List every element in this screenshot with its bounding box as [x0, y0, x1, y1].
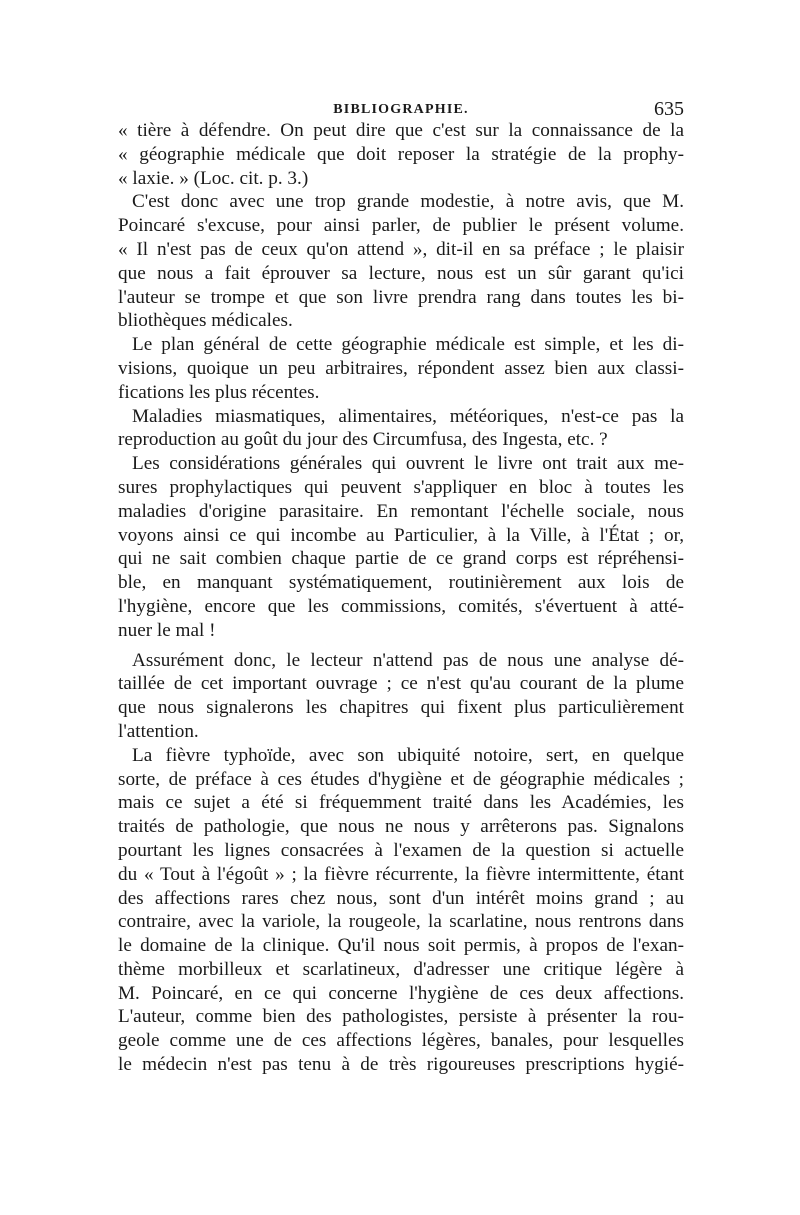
text-line: thème morbilleux et scarlatineux, d'adresser une critique légère à	[118, 958, 684, 980]
text-line: reproduction au goût du jour des Circumfusa, des Ingesta, etc. ?	[118, 429, 608, 451]
text-line: « Il n'est pas de ceux qu'on attend », dit-il en sa préface ; le plaisir	[118, 238, 684, 260]
text-line: contraire, avec la variole, la rougeole, la scarlatine, nous rentrons dans	[118, 911, 684, 933]
text-line: pourtant les lignes consacrées à l'examen de la question si actuelle	[118, 839, 684, 861]
text-line: mais ce sujet a été si fréquemment traité dans les Académies, les	[118, 792, 684, 814]
text-line: maladies d'origine parasitaire. En remontant l'échelle sociale, nous	[118, 500, 684, 522]
text-line: bliothèques médicales.	[118, 310, 293, 332]
text-line: « laxie. » (Loc. cit. p. 3.)	[118, 167, 309, 189]
text-line: des affections rares chez nous, sont d'un intérêt moins grand ; au	[118, 887, 684, 909]
text-line: l'auteur se trompe et que son livre prendra rang dans toutes les bi-	[118, 286, 684, 308]
text-line: sorte, de préface à ces études d'hygiène et de géographie médicales ;	[118, 768, 684, 790]
text-line: geole comme une de ces affections légères, banales, pour lesquelles	[118, 1030, 684, 1052]
text-line: l'attention.	[118, 720, 199, 742]
text-line: fications les plus récentes.	[118, 381, 320, 403]
text-line: L'auteur, comme bien des pathologistes, persiste à présenter la rou-	[118, 1006, 684, 1028]
body-text	[118, 119, 684, 1077]
text-line: qui ne sait combien chaque partie de ce grand corps est répréhensi-	[118, 548, 684, 570]
text-line: que nous signalerons les chapitres qui fixent plus particulièrement	[118, 697, 684, 719]
text-line: taillée de cet important ouvrage ; ce n'est qu'au courant de la plume	[118, 673, 684, 695]
text-line: le médecin n'est pas tenu à de très rigoureuses prescriptions hygié-	[118, 1054, 684, 1076]
text-line: que nous a fait éprouver sa lecture, nous est un sûr garant qu'ici	[118, 262, 684, 284]
text-line: Poincaré s'excuse, pour ainsi parler, de publier le présent volume.	[118, 215, 684, 237]
text-line: le domaine de la clinique. Qu'il nous soit permis, à propos de l'exan-	[118, 935, 684, 957]
text-line: traités de pathologie, que nous ne nous y arrêterons pas. Signalons	[118, 816, 684, 838]
text-line: « géographie médicale que doit reposer la stratégie de la prophy-	[118, 143, 684, 165]
text-line: l'hygiène, encore que les commissions, comités, s'évertuent à atté-	[118, 595, 684, 617]
page-number: 635	[654, 98, 684, 120]
text-line: Assurément donc, le lecteur n'attend pas de nous une analyse dé-	[132, 649, 684, 671]
text-line: C'est donc avec une trop grande modestie, à notre avis, que M.	[132, 191, 684, 213]
text-line: voyons ainsi ce qui incombe au Particulier, à la Ville, à l'État ; or,	[118, 524, 684, 546]
text-line: M. Poincaré, en ce qui concerne l'hygiène de ces deux affections.	[118, 982, 684, 1004]
text-line: du « Tout à l'égoût » ; la fièvre récurrente, la fièvre intermittente, étant	[118, 863, 684, 885]
text-line: nuer le mal !	[118, 619, 216, 641]
text-line: Le plan général de cette géographie médicale est simple, et les di-	[132, 334, 684, 356]
text-line: Maladies miasmatiques, alimentaires, météoriques, n'est-ce pas la	[132, 405, 684, 427]
text-line: Les considérations générales qui ouvrent le livre ont trait aux me-	[132, 453, 684, 475]
text-line: visions, quoique un peu arbitraires, répondent assez bien aux classi-	[118, 357, 684, 379]
text-line: « tière à défendre. On peut dire que c'est sur la connaissance de la	[118, 120, 684, 141]
running-title: BIBLIOGRAPHIE.	[333, 102, 469, 117]
text-line: sures prophylactiques qui peuvent s'appliquer en bloc à toutes les	[118, 476, 684, 498]
text-line: La fièvre typhoïde, avec son ubiquité notoire, sert, en quelque	[132, 744, 684, 766]
text-line: ble, en manquant systématiquement, routinièrement aux lois de	[118, 572, 684, 594]
